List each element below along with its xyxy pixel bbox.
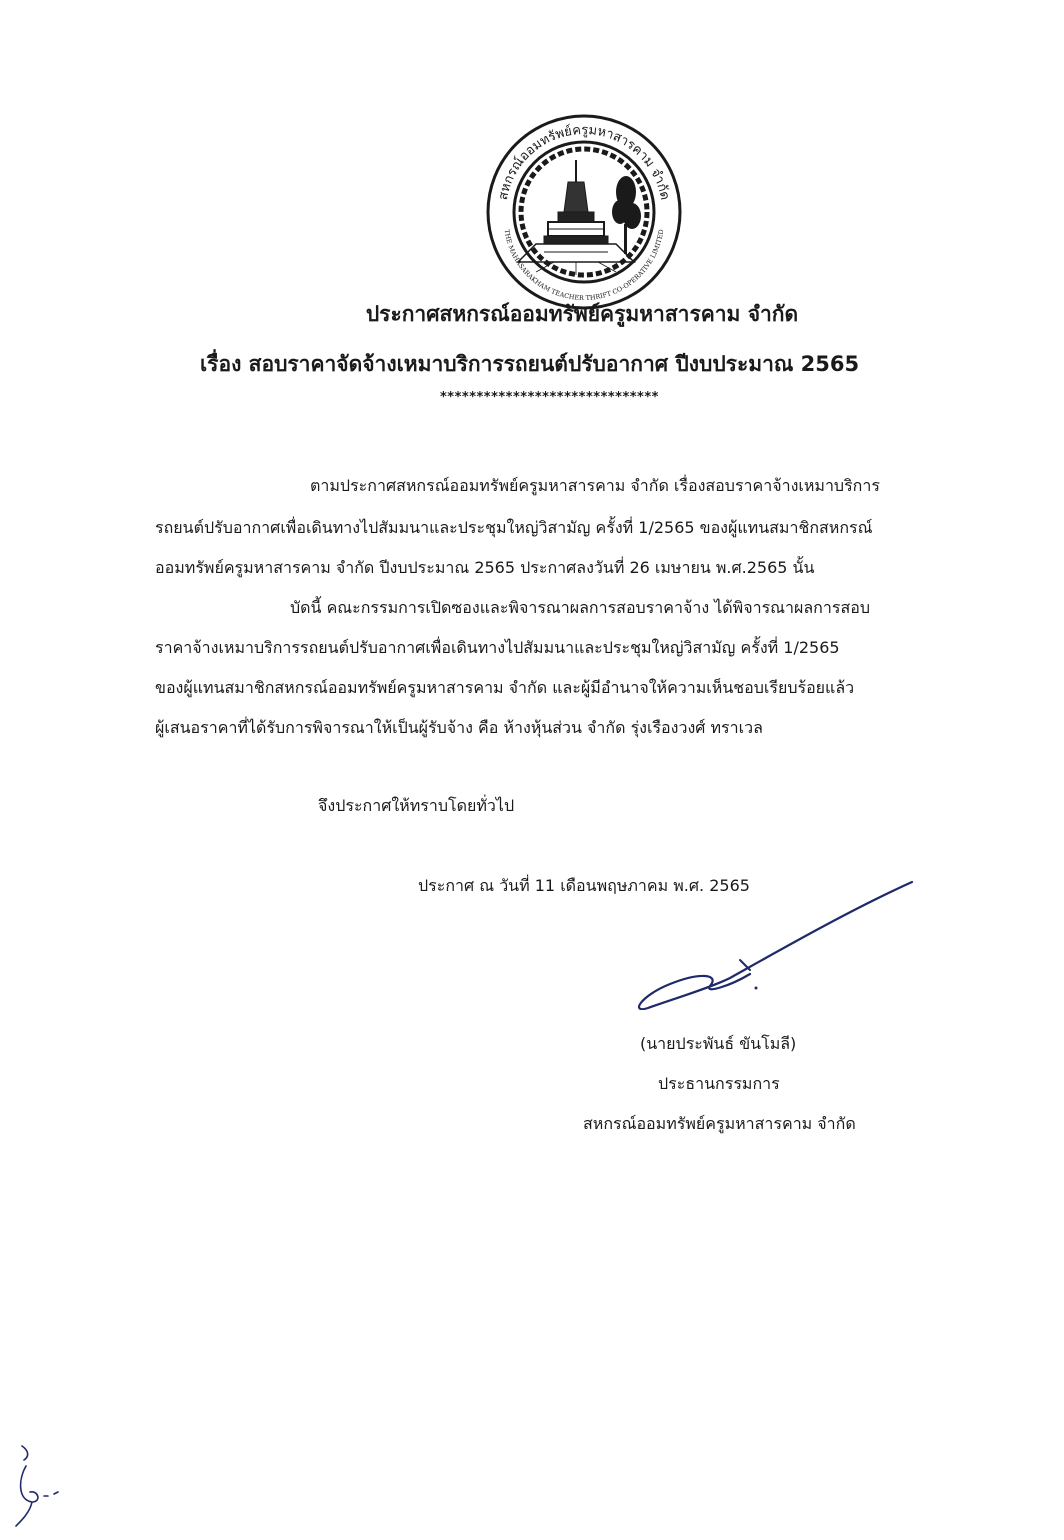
announcement-date: ประกาศ ณ วันที่ 11 เดือนพฤษภาคม พ.ศ. 2565 [418, 876, 750, 895]
announcement-subject: เรื่อง สอบราคาจัดจ้างเหมาบริการรถยนต์ปรับอากาศ ปีงบประมาณ 2565 [200, 352, 860, 376]
announcement-title: ประกาศสหกรณ์ออมทรัพย์ครูมหาสารคาม จำกัด [365, 302, 799, 326]
closing-statement: จึงประกาศให้ทราบโดยทั่วไป [318, 796, 515, 815]
handwritten-signature [600, 870, 920, 1010]
seal-english-text: THE MAHASARAKHAM TEACHER THRIFT CO-OPERATIVE LIMITED [502, 228, 666, 303]
cooperative-seal-logo [484, 112, 684, 312]
separator-line: ****************************** [440, 390, 659, 405]
handwritten-initials [8, 1440, 78, 1530]
paragraph2-line4: ผู้เสนอราคาที่ได้รับการพิจารณาให้เป็นผู้รับจ้าง คือ ห้างหุ้นส่วน จำกัด รุ่งเรืองวงศ์ ทราเวล [155, 718, 763, 737]
seal-thai-text: สหกรณ์ออมทรัพย์ครูมหาสารคาม จำกัด [495, 122, 673, 202]
paragraph2-line3: ของผู้แทนสมาชิกสหกรณ์ออมทรัพย์ครูมหาสารคาม จำกัด และผู้มีอำนาจให้ความเห็นชอบเรียบร้อยแล้ว [155, 678, 855, 697]
signatory-organization: สหกรณ์ออมทรัพย์ครูมหาสารคาม จำกัด [583, 1114, 856, 1133]
paragraph1-line3: ออมทรัพย์ครูมหาสารคาม จำกัด ปีงบประมาณ 2565 ประกาศลงวันที่ 26 เมษายน พ.ศ.2565 นั้น [155, 558, 815, 577]
paragraph2-line2: ราคาจ้างเหมาบริการรถยนต์ปรับอากาศเพื่อเดินทางไปสัมมนาและประชุมใหญ่วิสามัญ ครั้งที่ 1/2565 [155, 638, 840, 657]
paragraph2-line1: บัดนี้ คณะกรรมการเปิดซองและพิจารณาผลการสอบราคาจ้าง ได้พิจารณาผลการสอบ [290, 598, 870, 617]
paragraph1-line2: รถยนต์ปรับอากาศเพื่อเดินทางไปสัมมนาและประชุมใหญ่วิสามัญ ครั้งที่ 1/2565 ของผู้แทนสมาชิกสหกรณ์ [155, 518, 873, 537]
signatory-position: ประธานกรรมการ [658, 1074, 780, 1093]
signatory-name: (นายประพันธ์ ขันโมลี) [640, 1034, 797, 1053]
paragraph1-line1: ตามประกาศสหกรณ์ออมทรัพย์ครูมหาสารคาม จำกัด เรื่องสอบราคาจ้างเหมาบริการ [310, 476, 880, 495]
